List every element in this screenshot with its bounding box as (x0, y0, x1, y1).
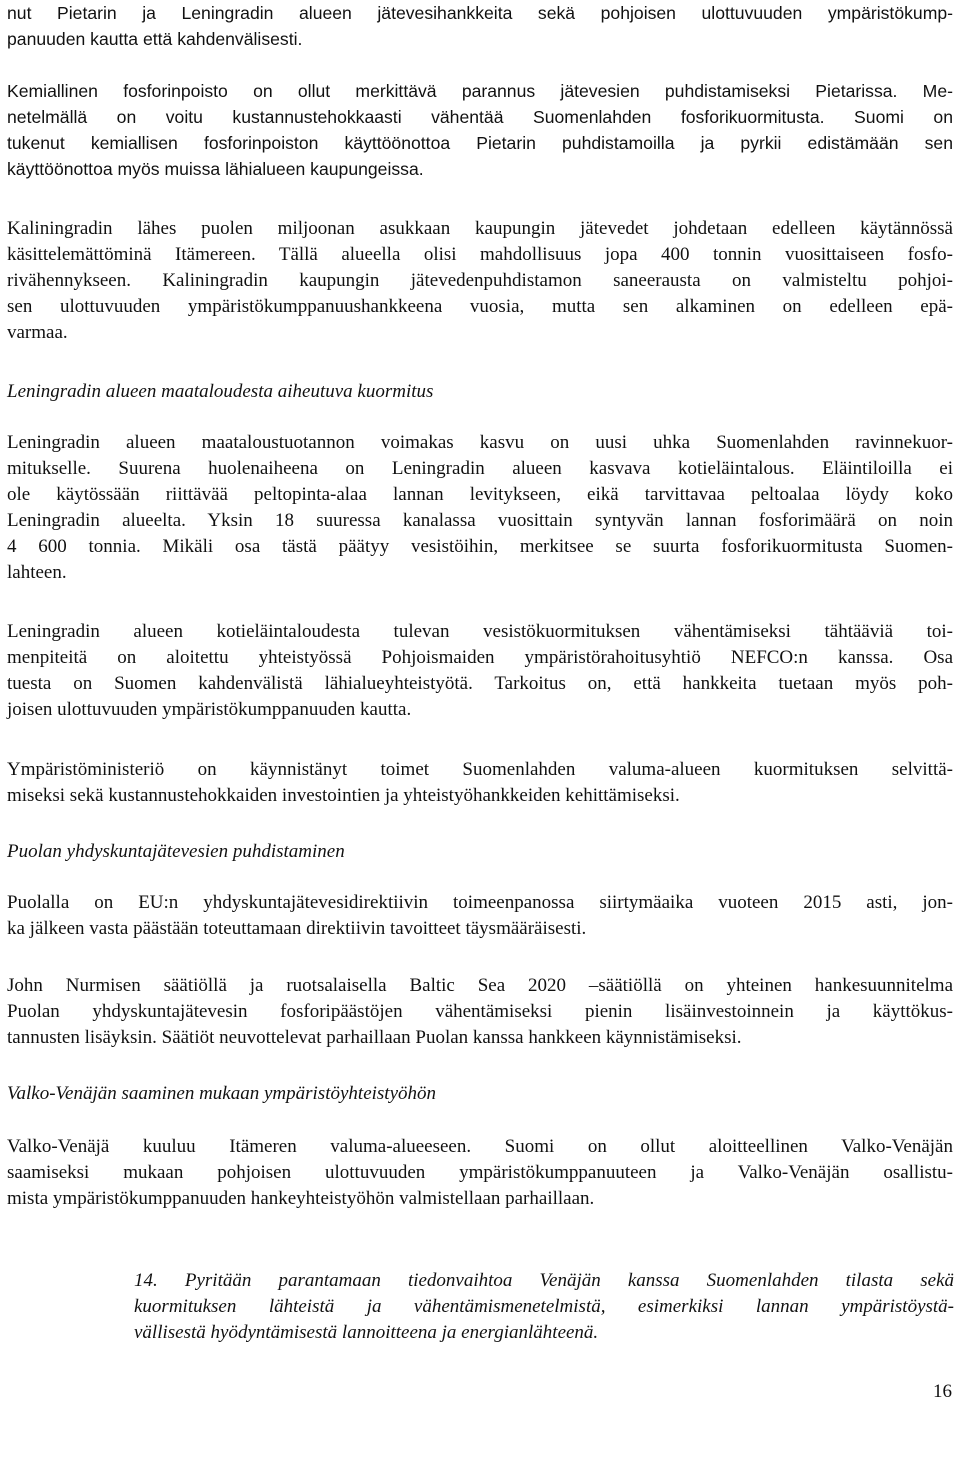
paragraph-4-line-3: ole käytössään riittävää peltopinta-alaa lannan levitykseen, eikä tarvittavaa peltoalaa löydy koko (7, 484, 953, 505)
paragraph-3-line-3: rivähennykseen. Kaliningradin kaupungin jätevedenpuhdistamon saneerausta on valmisteltu pohjoi- (7, 270, 953, 291)
paragraph-9-line-2: saamiseksi mukaan pohjoisen ulottuvuuden ympäristökumppanuuteen ja Valko-Venäjän osallistu- (7, 1162, 953, 1183)
paragraph-5-line-1: Leningradin alueen kotieläintaloudesta tulevan vesistökuormituksen vähentämiseksi tähtääviä toi- (7, 621, 953, 642)
numbered-item-14-line-2: kuormituksen lähteistä ja vähentämismenetelmistä, esimerkiksi lannan ympäristöystä- (134, 1296, 954, 1317)
paragraph-6-line-2: miseksi sekä kustannustehokkaiden investointien ja yhteistyöhankkeiden kehittämiseksi. (7, 785, 680, 806)
paragraph-9-line-3: mista ympäristökumppanuuden hankeyhteistyöhön valmistellaan parhaillaan. (7, 1188, 595, 1209)
paragraph-4-line-4: Leningradin alueelta. Yksin 18 suuressa kanalassa vuosittain syntyvän lannan fosforimäärä on noin (7, 510, 953, 531)
paragraph-8-line-3: tannusten lisäyksin. Säätiöt neuvottelevat parhaillaan Puolan kanssa hankkeen käynnistämiseksi. (7, 1027, 742, 1048)
paragraph-1-line-1: nut Pietarin ja Leningradin alueen jätevesihankkeita sekä pohjoisen ulottuvuuden ympäristökump- (7, 3, 953, 23)
paragraph-8-line-1: John Nurmisen säätiöllä ja ruotsalaisella Baltic Sea 2020 –säätiöllä on yhteinen hankesuunnitelma (7, 975, 953, 996)
paragraph-1-line-2: panuuden kautta että kahdenvälisesti. (7, 29, 303, 49)
paragraph-3-line-4: sen ulottuvuuden ympäristökumppanuushankkeena vuosia, mutta sen alkaminen on edelleen epä- (7, 296, 953, 317)
numbered-item-14-line-1: 14. Pyritään parantamaan tiedonvaihtoa Venäjän kanssa Suomenlahden tilasta sekä (134, 1270, 954, 1291)
paragraph-5-line-4: joisen ulottuvuuden ympäristökumppanuuden kautta. (7, 699, 412, 720)
paragraph-7-line-1: Puolalla on EU:n yhdyskuntajätevesidirektiivin toimeenpanossa siirtymäaika vuoteen 2015 asti, jon- (7, 892, 953, 913)
section-heading-puola: Puolan yhdyskuntajätevesien puhdistaminen (7, 841, 345, 862)
numbered-item-14-line-3: vällisestä hyödyntämisestä lannoitteena ja energianlähteenä. (134, 1322, 599, 1343)
paragraph-4-line-6: lahteen. (7, 562, 67, 583)
paragraph-7-line-2: ka jälkeen vasta päästään toteuttamaan direktiivin tavoitteet täysmääräisesti. (7, 918, 587, 939)
paragraph-6-line-1: Ympäristöministeriö on käynnistänyt toimet Suomenlahden valuma-alueen kuormituksen selvittä- (7, 759, 953, 780)
page-number: 16 (933, 1381, 952, 1402)
paragraph-2-line-3: tukenut kemiallisen fosforinpoiston käyttöönottoa Pietarin puhdistamoilla ja pyrkii edistämään sen (7, 133, 953, 153)
paragraph-5-line-3: tuesta on Suomen kahdenvälistä lähialueyhteistyötä. Tarkoitus on, että hankkeita tuetaan myös poh- (7, 673, 953, 694)
paragraph-5-line-2: menpiteitä on aloitettu yhteistyössä Pohjoismaiden ympäristörahoitusyhtiö NEFCO:n kanssa. Osa (7, 647, 953, 668)
paragraph-3-line-1: Kaliningradin lähes puolen miljoonan asukkaan kaupungin jätevedet johdetaan edelleen käytännössä (7, 218, 953, 239)
paragraph-2-line-1: Kemiallinen fosforinpoisto on ollut merkittävä parannus jätevesien puhdistamiseksi Pietarissa. Me- (7, 81, 953, 101)
paragraph-4-line-2: mitukselle. Suurena huolenaiheena on Leningradin alueen kasvava kotieläintalous. Eläintiloilla ei (7, 458, 953, 479)
paragraph-3-line-5: varmaa. (7, 322, 68, 343)
paragraph-4-line-5: 4 600 tonnia. Mikäli osa tästä päätyy vesistöihin, merkitsee se suurta fosforikuormitusta Suomen- (7, 536, 953, 557)
paragraph-2-line-2: netelmällä on voitu kustannustehokkaasti vähentää Suomenlahden fosforikuormitusta. Suomi on (7, 107, 953, 127)
paragraph-9-line-1: Valko-Venäjä kuuluu Itämeren valuma-alueeseen. Suomi on ollut aloitteellinen Valko-Venäjän (7, 1136, 953, 1157)
paragraph-8-line-2: Puolan yhdyskuntajätevesin fosforipäästöjen vähentämiseksi pienin lisäinvestoinnein ja käyttökus- (7, 1001, 953, 1022)
paragraph-3-line-2: käsittelemättöminä Itämereen. Tällä alueella olisi mahdollisuus jopa 400 tonnin vuosittaiseen fosfo- (7, 244, 953, 265)
paragraph-4-line-1: Leningradin alueen maataloustuotannon voimakas kasvu on uusi uhka Suomenlahden ravinnekuor- (7, 432, 953, 453)
section-heading-maatalous: Leningradin alueen maataloudesta aiheutuva kuormitus (7, 381, 434, 402)
paragraph-2-line-4: käyttöönottoa myös muissa lähialueen kaupungeissa. (7, 159, 424, 179)
section-heading-valko-venaja: Valko-Venäjän saaminen mukaan ympäristöyhteistyöhön (7, 1083, 437, 1104)
